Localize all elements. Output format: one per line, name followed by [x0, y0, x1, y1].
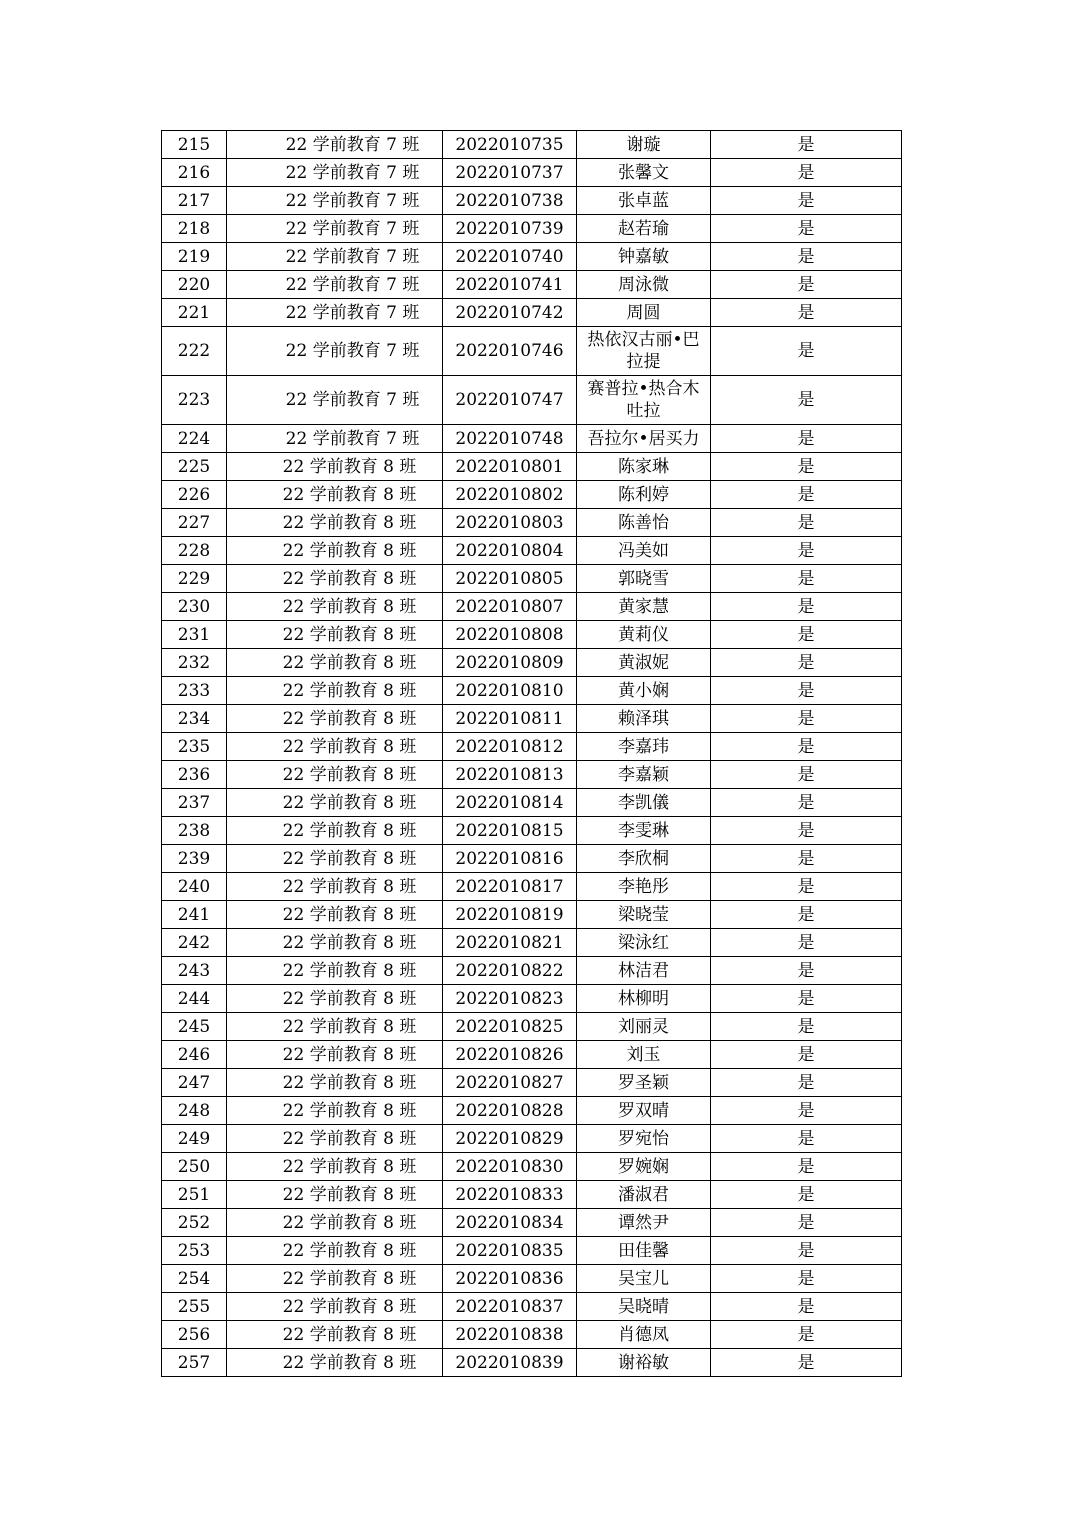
table-row: [162, 565, 902, 593]
table-row: [162, 733, 902, 761]
row-number: 241: [162, 901, 227, 929]
student-name: 黄莉仪: [577, 621, 711, 649]
student-id: 2022010827: [443, 1069, 577, 1097]
student-id: 2022010741: [443, 271, 577, 299]
row-number: 238: [162, 817, 227, 845]
table-row: [162, 593, 902, 621]
status-value: 是: [711, 1013, 902, 1041]
student-id: 2022010834: [443, 1209, 577, 1237]
student-id: 2022010747: [443, 376, 577, 425]
row-number: 228: [162, 537, 227, 565]
class-name: 22 学前教育 8 班: [227, 1237, 443, 1265]
table-row: [162, 985, 902, 1013]
table-row: [162, 327, 902, 376]
class-name: 22 学前教育 8 班: [227, 649, 443, 677]
student-roster-table: [161, 130, 902, 1377]
student-id: 2022010742: [443, 299, 577, 327]
status-value: 是: [711, 789, 902, 817]
student-name: 林柳明: [577, 985, 711, 1013]
row-number: 253: [162, 1237, 227, 1265]
student-id: 2022010814: [443, 789, 577, 817]
status-value: 是: [711, 649, 902, 677]
student-name: 李欣桐: [577, 845, 711, 873]
row-number: 222: [162, 327, 227, 376]
student-id: 2022010833: [443, 1181, 577, 1209]
student-name: 冯美如: [577, 537, 711, 565]
student-name: 肖德凤: [577, 1321, 711, 1349]
row-number: 217: [162, 187, 227, 215]
table-row: [162, 299, 902, 327]
row-number: 221: [162, 299, 227, 327]
student-id: 2022010740: [443, 243, 577, 271]
table-row: [162, 929, 902, 957]
class-name: 22 学前教育 8 班: [227, 1153, 443, 1181]
student-id: 2022010825: [443, 1013, 577, 1041]
status-value: 是: [711, 187, 902, 215]
student-id: 2022010830: [443, 1153, 577, 1181]
status-value: 是: [711, 929, 902, 957]
row-number: 225: [162, 453, 227, 481]
row-number: 235: [162, 733, 227, 761]
student-name: 赛普拉•热合木吐拉: [577, 376, 711, 425]
table-row: [162, 649, 902, 677]
class-name: 22 学前教育 7 班: [227, 376, 443, 425]
status-value: 是: [711, 1097, 902, 1125]
student-name: 梁泳红: [577, 929, 711, 957]
status-value: 是: [711, 1293, 902, 1321]
table-row: [162, 817, 902, 845]
student-name: 郭晓雪: [577, 565, 711, 593]
student-name: 李艳彤: [577, 873, 711, 901]
table-row: [162, 453, 902, 481]
class-name: 22 学前教育 7 班: [227, 271, 443, 299]
student-name: 张卓蓝: [577, 187, 711, 215]
student-name: 陈善怡: [577, 509, 711, 537]
status-value: 是: [711, 131, 902, 159]
table-row: [162, 1321, 902, 1349]
table-row: [162, 1209, 902, 1237]
class-name: 22 学前教育 7 班: [227, 215, 443, 243]
class-name: 22 学前教育 7 班: [227, 187, 443, 215]
row-number: 216: [162, 159, 227, 187]
class-name: 22 学前教育 8 班: [227, 1209, 443, 1237]
student-name: 罗婉娴: [577, 1153, 711, 1181]
status-value: 是: [711, 845, 902, 873]
class-name: 22 学前教育 8 班: [227, 817, 443, 845]
student-id: 2022010815: [443, 817, 577, 845]
class-name: 22 学前教育 7 班: [227, 243, 443, 271]
student-id: 2022010805: [443, 565, 577, 593]
student-name: 黄淑妮: [577, 649, 711, 677]
class-name: 22 学前教育 8 班: [227, 1125, 443, 1153]
student-name: 罗圣颖: [577, 1069, 711, 1097]
student-name: 黄家慧: [577, 593, 711, 621]
class-name: 22 学前教育 7 班: [227, 131, 443, 159]
status-value: 是: [711, 327, 902, 376]
student-id: 2022010810: [443, 677, 577, 705]
student-id: 2022010839: [443, 1349, 577, 1377]
table-row: [162, 425, 902, 453]
student-name: 李嘉玮: [577, 733, 711, 761]
class-name: 22 学前教育 8 班: [227, 1013, 443, 1041]
table-row: [162, 1013, 902, 1041]
row-number: 252: [162, 1209, 227, 1237]
table-row: [162, 761, 902, 789]
student-name: 刘丽灵: [577, 1013, 711, 1041]
row-number: 223: [162, 376, 227, 425]
student-name: 吾拉尔•居买力: [577, 425, 711, 453]
student-name: 李嘉颖: [577, 761, 711, 789]
row-number: 234: [162, 705, 227, 733]
row-number: 242: [162, 929, 227, 957]
student-id: 2022010738: [443, 187, 577, 215]
class-name: 22 学前教育 8 班: [227, 789, 443, 817]
table-row: [162, 376, 902, 425]
class-name: 22 学前教育 8 班: [227, 621, 443, 649]
table-row: [162, 159, 902, 187]
table-row: [162, 621, 902, 649]
student-id: 2022010829: [443, 1125, 577, 1153]
class-name: 22 学前教育 7 班: [227, 425, 443, 453]
status-value: 是: [711, 985, 902, 1013]
status-value: 是: [711, 1237, 902, 1265]
student-name: 谢璇: [577, 131, 711, 159]
student-name: 罗双晴: [577, 1097, 711, 1125]
student-name: 吴宝儿: [577, 1265, 711, 1293]
class-name: 22 学前教育 8 班: [227, 1069, 443, 1097]
student-id: 2022010822: [443, 957, 577, 985]
status-value: 是: [711, 957, 902, 985]
student-id: 2022010812: [443, 733, 577, 761]
row-number: 245: [162, 1013, 227, 1041]
table-row: [162, 1041, 902, 1069]
student-id: 2022010804: [443, 537, 577, 565]
student-id: 2022010823: [443, 985, 577, 1013]
student-id: 2022010809: [443, 649, 577, 677]
status-value: 是: [711, 901, 902, 929]
student-name: 陈家琳: [577, 453, 711, 481]
table-row: [162, 901, 902, 929]
student-name: 热依汉古丽•巴拉提: [577, 327, 711, 376]
table-row: [162, 1293, 902, 1321]
student-name: 刘玉: [577, 1041, 711, 1069]
table-row: [162, 1125, 902, 1153]
class-name: 22 学前教育 8 班: [227, 873, 443, 901]
class-name: 22 学前教育 8 班: [227, 705, 443, 733]
table-row: [162, 131, 902, 159]
student-id: 2022010746: [443, 327, 577, 376]
row-number: 251: [162, 1181, 227, 1209]
table-row: [162, 1097, 902, 1125]
student-name: 谢裕敏: [577, 1349, 711, 1377]
student-id: 2022010739: [443, 215, 577, 243]
table-row: [162, 873, 902, 901]
student-id: 2022010828: [443, 1097, 577, 1125]
row-number: 224: [162, 425, 227, 453]
class-name: 22 学前教育 8 班: [227, 1265, 443, 1293]
student-name: 张馨文: [577, 159, 711, 187]
class-name: 22 学前教育 8 班: [227, 1293, 443, 1321]
status-value: 是: [711, 1181, 902, 1209]
student-name: 林洁君: [577, 957, 711, 985]
table-row: [162, 1069, 902, 1097]
student-id: 2022010826: [443, 1041, 577, 1069]
row-number: 226: [162, 481, 227, 509]
row-number: 243: [162, 957, 227, 985]
student-id: 2022010801: [443, 453, 577, 481]
table-row: [162, 1153, 902, 1181]
status-value: 是: [711, 1209, 902, 1237]
student-name: 钟嘉敏: [577, 243, 711, 271]
student-id: 2022010802: [443, 481, 577, 509]
student-id: 2022010819: [443, 901, 577, 929]
student-id: 2022010813: [443, 761, 577, 789]
row-number: 239: [162, 845, 227, 873]
class-name: 22 学前教育 8 班: [227, 1181, 443, 1209]
table-row: [162, 1265, 902, 1293]
status-value: 是: [711, 621, 902, 649]
table-row: [162, 187, 902, 215]
status-value: 是: [711, 1153, 902, 1181]
table-row: [162, 1237, 902, 1265]
status-value: 是: [711, 593, 902, 621]
status-value: 是: [711, 1349, 902, 1377]
table-row: [162, 481, 902, 509]
student-name: 李雯琳: [577, 817, 711, 845]
status-value: 是: [711, 159, 902, 187]
class-name: 22 学前教育 8 班: [227, 593, 443, 621]
status-value: 是: [711, 1125, 902, 1153]
class-name: 22 学前教育 8 班: [227, 1349, 443, 1377]
student-name: 赖泽琪: [577, 705, 711, 733]
status-value: 是: [711, 481, 902, 509]
row-number: 227: [162, 509, 227, 537]
row-number: 232: [162, 649, 227, 677]
table-row: [162, 845, 902, 873]
class-name: 22 学前教育 8 班: [227, 1097, 443, 1125]
status-value: 是: [711, 453, 902, 481]
student-id: 2022010816: [443, 845, 577, 873]
student-name: 黄小娴: [577, 677, 711, 705]
student-id: 2022010811: [443, 705, 577, 733]
class-7-rows: [162, 131, 902, 453]
row-number: 236: [162, 761, 227, 789]
row-number: 254: [162, 1265, 227, 1293]
student-name: 梁晓莹: [577, 901, 711, 929]
student-id: 2022010821: [443, 929, 577, 957]
student-name: 潘淑君: [577, 1181, 711, 1209]
class-name: 22 学前教育 8 班: [227, 565, 443, 593]
row-number: 229: [162, 565, 227, 593]
status-value: 是: [711, 243, 902, 271]
row-number: 256: [162, 1321, 227, 1349]
table-row: [162, 705, 902, 733]
status-value: 是: [711, 705, 902, 733]
row-number: 233: [162, 677, 227, 705]
row-number: 218: [162, 215, 227, 243]
student-id: 2022010737: [443, 159, 577, 187]
status-value: 是: [711, 1321, 902, 1349]
student-id: 2022010835: [443, 1237, 577, 1265]
status-value: 是: [711, 733, 902, 761]
table-row: [162, 509, 902, 537]
student-name: 周泳微: [577, 271, 711, 299]
row-number: 219: [162, 243, 227, 271]
class-name: 22 学前教育 8 班: [227, 957, 443, 985]
student-name: 赵若瑜: [577, 215, 711, 243]
row-number: 246: [162, 1041, 227, 1069]
student-id: 2022010803: [443, 509, 577, 537]
row-number: 257: [162, 1349, 227, 1377]
student-name: 谭然尹: [577, 1209, 711, 1237]
class-name: 22 学前教育 7 班: [227, 299, 443, 327]
table-row: [162, 1349, 902, 1377]
student-id: 2022010836: [443, 1265, 577, 1293]
student-id: 2022010748: [443, 425, 577, 453]
status-value: 是: [711, 565, 902, 593]
table-row: [162, 271, 902, 299]
class-name: 22 学前教育 7 班: [227, 159, 443, 187]
class-name: 22 学前教育 8 班: [227, 1041, 443, 1069]
student-id: 2022010838: [443, 1321, 577, 1349]
student-name: 田佳馨: [577, 1237, 711, 1265]
row-number: 231: [162, 621, 227, 649]
status-value: 是: [711, 761, 902, 789]
table-row: [162, 537, 902, 565]
row-number: 230: [162, 593, 227, 621]
row-number: 220: [162, 271, 227, 299]
status-value: 是: [711, 537, 902, 565]
row-number: 247: [162, 1069, 227, 1097]
class-name: 22 学前教育 8 班: [227, 453, 443, 481]
status-value: 是: [711, 677, 902, 705]
document-page: [161, 130, 901, 1377]
student-id: 2022010817: [443, 873, 577, 901]
status-value: 是: [711, 817, 902, 845]
table-row: [162, 243, 902, 271]
class-name: 22 学前教育 7 班: [227, 327, 443, 376]
table-row: [162, 789, 902, 817]
class-name: 22 学前教育 8 班: [227, 985, 443, 1013]
student-name: 周圆: [577, 299, 711, 327]
status-value: 是: [711, 1265, 902, 1293]
status-value: 是: [711, 376, 902, 425]
table-row: [162, 1181, 902, 1209]
class-name: 22 学前教育 8 班: [227, 929, 443, 957]
class-8-rows: [162, 453, 902, 1377]
student-name: 吴晓晴: [577, 1293, 711, 1321]
class-name: 22 学前教育 8 班: [227, 677, 443, 705]
status-value: 是: [711, 1069, 902, 1097]
student-id: 2022010807: [443, 593, 577, 621]
status-value: 是: [711, 425, 902, 453]
row-number: 249: [162, 1125, 227, 1153]
row-number: 255: [162, 1293, 227, 1321]
status-value: 是: [711, 873, 902, 901]
class-name: 22 学前教育 8 班: [227, 481, 443, 509]
row-number: 250: [162, 1153, 227, 1181]
student-name: 李凯儀: [577, 789, 711, 817]
status-value: 是: [711, 509, 902, 537]
status-value: 是: [711, 215, 902, 243]
row-number: 240: [162, 873, 227, 901]
class-name: 22 学前教育 8 班: [227, 733, 443, 761]
row-number: 248: [162, 1097, 227, 1125]
row-number: 215: [162, 131, 227, 159]
row-number: 244: [162, 985, 227, 1013]
class-name: 22 学前教育 8 班: [227, 1321, 443, 1349]
class-name: 22 学前教育 8 班: [227, 509, 443, 537]
student-id: 2022010808: [443, 621, 577, 649]
table-row: [162, 215, 902, 243]
class-name: 22 学前教育 8 班: [227, 901, 443, 929]
table-row: [162, 957, 902, 985]
status-value: 是: [711, 271, 902, 299]
class-name: 22 学前教育 8 班: [227, 537, 443, 565]
class-name: 22 学前教育 8 班: [227, 761, 443, 789]
student-id: 2022010735: [443, 131, 577, 159]
status-value: 是: [711, 1041, 902, 1069]
table-row: [162, 677, 902, 705]
status-value: 是: [711, 299, 902, 327]
student-id: 2022010837: [443, 1293, 577, 1321]
row-number: 237: [162, 789, 227, 817]
student-name: 罗宛怡: [577, 1125, 711, 1153]
student-name: 陈利婷: [577, 481, 711, 509]
class-name: 22 学前教育 8 班: [227, 845, 443, 873]
